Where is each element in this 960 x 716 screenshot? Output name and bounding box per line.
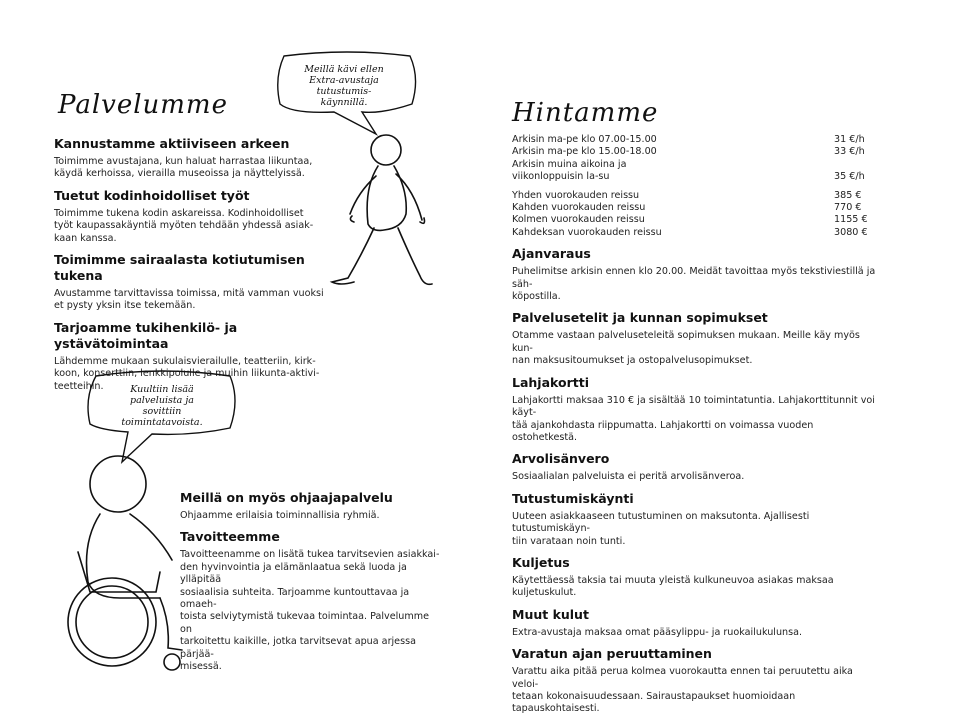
price-row [512, 190, 880, 202]
trip-price-list [512, 190, 880, 240]
text-line: sosiaalisia suhteita. Tarjoamme kuntouttavaa ja omaeh- [180, 586, 410, 611]
price-row [512, 171, 880, 183]
section-text-guidance [180, 510, 440, 522]
bubble-top-line: Meillä kävi ellen [304, 64, 384, 75]
text-line: Extra-avustaja maksaa omat pääsylippu- ja ruokailukulunsa. [512, 626, 803, 638]
text-line: tarkoitettu kaikille, jotka tarvitsevat apua arjessa pärjää- [180, 636, 416, 660]
section-text-hospital [54, 288, 324, 313]
section-heading-support-person: Tarjoamme tukihenkilö- ja ystävätoimintaa [54, 319, 238, 351]
guidance-column [180, 490, 440, 673]
page-title-left: Palvelumme [58, 90, 228, 120]
text-line: Ohjaamme erilaisia toiminnallisia ryhmiä. [180, 510, 380, 521]
section-text-transport [512, 575, 880, 600]
text-line: misessä. [180, 661, 222, 673]
price-value: 3080 € [834, 226, 868, 238]
section-heading-goals: Tavoitteemme [180, 529, 280, 545]
section-text-other-costs [512, 627, 880, 639]
wheelchair-person-illustration [60, 452, 200, 677]
text-line: Puhelimitse arkisin ennen klo 20.00. Meidät tavoittaa myös tekstiviestillä ja säh- [512, 266, 876, 290]
text-line: koon, konserttiin, lenkkipolulle ja muihin liikunta-aktivi- [54, 368, 320, 380]
price-value: 33 €/h [834, 146, 865, 158]
bubble-mid-line: sovittiin [142, 406, 182, 417]
price-row [512, 227, 880, 239]
price-value [834, 159, 880, 171]
price-label: Arkisin ma-pe klo 07.00-15.00 [512, 134, 657, 145]
price-label: viikonloppuisin la-su [512, 171, 610, 183]
section-heading-intro-visit: Tutustumiskäynti [512, 490, 634, 506]
section-heading-vat: Arvolisänvero [512, 451, 610, 467]
text-line: köpostilla. [512, 291, 561, 303]
section-heading-housework: Tuetut kodinhoidolliset työt [54, 187, 250, 203]
text-line: den hyvinvointia ja elämänlaatua sekä luoda ja ylläpitää [180, 561, 407, 586]
speech-bubble-mid [88, 372, 236, 436]
section-heading-transport: Kuljetus [512, 554, 570, 570]
text-line: toista selviytymistä tukevaa toimintaa. Palvelumme on [180, 611, 429, 635]
text-line: tetaan kokonaisuudessaan. Sairaustapaukset huomioidaan tapauskohtaisesti. [512, 690, 796, 715]
price-label: Arkisin ma-pe klo 15.00-18.00 [512, 146, 657, 158]
services-column [54, 136, 324, 393]
price-label: Kolmen vuorokauden reissu [512, 214, 645, 226]
section-text-activity [54, 156, 324, 181]
section-heading-other-costs: Muut kulut [512, 606, 589, 622]
text-line: tiin varataan noin tunti. [512, 535, 626, 547]
bubble-mid-line: Kuultiin lisää [130, 384, 194, 395]
text-line: teetteihin. [54, 380, 104, 392]
text-line: Sosiaalialan palveluista ei peritä arvolisänveroa. [512, 471, 745, 483]
section-text-cancellation [512, 666, 880, 716]
price-label: Arkisin muina aikoina ja [512, 158, 627, 170]
section-text-booking [512, 266, 880, 303]
price-row [512, 214, 880, 226]
section-text-goals [180, 549, 440, 673]
bubble-top-line: käynnillä. [320, 97, 368, 108]
text-line: Toimimme avustajana, kun haluat harrastaa liikuntaa, [54, 156, 313, 167]
price-label: Kahden vuorokauden reissu [512, 202, 646, 214]
price-label: Yhden vuorokauden reissu [512, 189, 640, 201]
text-line: kaan kanssa. [54, 232, 117, 244]
price-value: 385 € [834, 189, 862, 201]
section-heading-activity: Kannustamme aktiiviseen arkeen [54, 136, 290, 151]
text-line: Lähdemme mukaan sukulaisvierailulle, teatteriin, kirk- [54, 355, 316, 367]
section-heading-booking: Ajanvaraus [512, 246, 591, 262]
speech-bubble-top [278, 54, 410, 118]
price-value: 31 €/h [834, 134, 865, 145]
section-text-vat [512, 471, 880, 483]
text-line: Avustamme tarvittavissa toimissa, mitä vamman vuoksi [54, 288, 324, 300]
bubble-mid-line: toimintatavoista. [121, 417, 203, 428]
bubble-top-line: Extra-avustaja [309, 75, 379, 86]
bubble-top-line: tutustumis- [316, 86, 372, 97]
prices-column [512, 134, 880, 716]
text-line: Otamme vastaan palveluseteleitä sopimuksen mukaan. Meille käy myös kun- [512, 330, 860, 354]
text-line: Toimimme tukena kodin askareissa. Kodinhoidolliset [54, 207, 304, 219]
price-value: 35 €/h [834, 171, 865, 183]
section-text-vouchers [512, 330, 880, 367]
text-line: tää ajankohdasta riippumatta. Lahjakortti on voimassa vuoden ostohetkestä. [512, 419, 814, 443]
price-row [512, 202, 880, 214]
text-line: Varattu aika pitää perua kolmea vuorokautta ennen tai peruutettu aika veloi- [512, 666, 853, 690]
price-value: 770 € [834, 202, 862, 214]
section-text-housework [54, 208, 324, 245]
page-title-right: Hintamme [512, 98, 659, 128]
section-heading-cancellation: Varatun ajan peruuttaminen [512, 646, 712, 662]
walking-person-illustration [328, 128, 438, 298]
text-line: nan maksusitoumukset ja ostopalvelusopimukset. [512, 355, 753, 367]
text-line: käydä kerhoissa, vierailla museoissa ja näyttelyissä. [54, 168, 305, 180]
text-line: et pysty yksin itse tekemään. [54, 300, 196, 312]
price-value: 1155 € [834, 214, 868, 226]
price-label: Kahdeksan vuorokauden reissu [512, 226, 662, 238]
section-text-gift-card [512, 395, 880, 445]
price-row [512, 134, 880, 146]
section-heading-guidance: Meillä on myös ohjaajapalvelu [180, 490, 393, 505]
section-heading-vouchers: Palvelusetelit ja kunnan sopimukset [512, 310, 768, 326]
text-line: Tavoitteenamme on lisätä tukea tarvitsevien asiakkai- [180, 549, 440, 561]
bubble-mid-line: palveluista ja [130, 395, 194, 406]
text-line: Lahjakortti maksaa 310 € ja sisältää 10 toimintatuntia. Lahjakorttitunnit voi käyt- [512, 394, 875, 419]
price-row [512, 159, 880, 171]
text-line: Käytettäessä taksia tai muuta yleistä kulkuneuvoa asiakas maksaa kuljetuskulut. [512, 574, 834, 599]
price-row [512, 146, 880, 158]
section-heading-gift-card: Lahjakortti [512, 374, 589, 390]
text-line: työt kaupassakäyntiä myöten tehdään yhdessä asiak- [54, 220, 314, 232]
section-text-intro-visit [512, 511, 880, 548]
text-line: Uuteen asiakkaaseen tutustuminen on maksutonta. Ajallisesti tutustumiskäyn- [512, 510, 810, 535]
hourly-price-list [512, 134, 880, 184]
section-heading-hospital: Toimimme sairaalasta kotiutumisen tukena [54, 252, 305, 284]
